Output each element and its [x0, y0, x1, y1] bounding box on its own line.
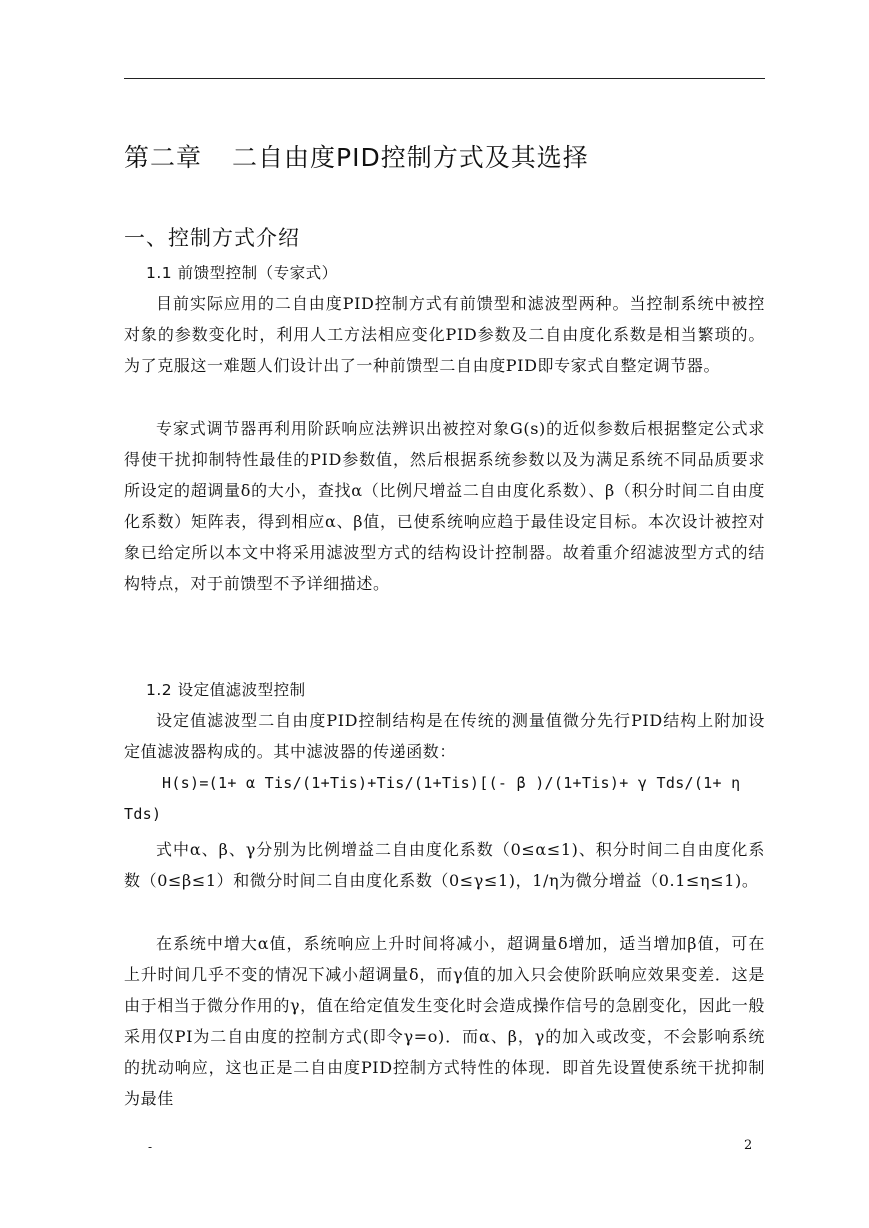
- paragraph-2: 专家式调节器再利用阶跃响应法辨识出被控对象G(s)的近似参数后根据整定公式求得使干扰抑制特性最佳的PID参数值，然后根据系统参数以及为满足系统不同品质要求所设定的超调量δ的大小，查找α（比例尺增益二自由度化系数）、β（积分时间二自由度化系数）矩阵表，得到相应α、β值，已使系统响应趋于最佳设定目标。本次设计被控对象已给定所以本文中将采用滤波型方式的结构设计控制器。故着重介绍滤波型方式的结构特点，对于前馈型不予详细描述。: [124, 419, 765, 593]
- paragraph-3: 设定值滤波型二自由度PID控制结构是在传统的测量值微分先行PID结构上附加设定值滤波器构成的。其中滤波器的传递函数：: [124, 711, 765, 761]
- footer-mark: -: [148, 1140, 153, 1154]
- subsection-heading-1-1: 1.1 前馈型控制（专家式）: [146, 264, 338, 282]
- subsection-heading-1-2: 1.2 设定值滤波型控制: [146, 681, 306, 699]
- chapter-number: 第二章: [124, 143, 203, 172]
- paragraph-1: 目前实际应用的二自由度PID控制方式有前馈型和滤波型两种。当控制系统中被控对象的参数变化时，利用人工方法相应变化PID参数及二自由度化系数是相当繁琐的。为了克服这一难题人们设计出了一种前馈型二自由度PID即专家式自整定调节器。: [124, 294, 765, 375]
- chapter-title-text: 二自由度PID控制方式及其选择: [232, 143, 589, 172]
- paragraph-4: 式中α、β、γ分别为比例增益二自由度化系数（0≤α≤1)、积分时间二自由度化系数（0≤β≤1）和微分时间二自由度化系数（0≤γ≤1)，1/η为微分增益（0.1≤η≤1)。: [124, 840, 765, 890]
- section-heading: 一、控制方式介绍: [124, 226, 300, 250]
- transfer-function-formula: H(s)=(1+ α Tis/(1+Tis)+Tis/(1+Tis)[(- β )/(1+Tis)+ γ Tds/(1+ η Tds): [124, 774, 741, 823]
- chapter-title: [124, 138, 589, 174]
- paragraph-5: 在系统中增大α值，系统响应上升时间将减小，超调量δ增加，适当增加β值，可在上升时间几乎不变的情况下减小超调量δ，而γ值的加入只会使阶跃响应效果变差．这是由于相当于微分作用的γ，值在给定值发生变化时会造成操作信号的急剧变化，因此一般采用仅PI为二自由度的控制方式(即令γ=o)．而α、β，γ的加入或改变，不会影响系统的扰动响应，这也正是二自由度PID控制方式特性的体现．即首先设置使系统干扰抑制为最佳: [124, 934, 765, 1108]
- header-rule: [124, 78, 765, 79]
- page-number: 2: [744, 1138, 753, 1153]
